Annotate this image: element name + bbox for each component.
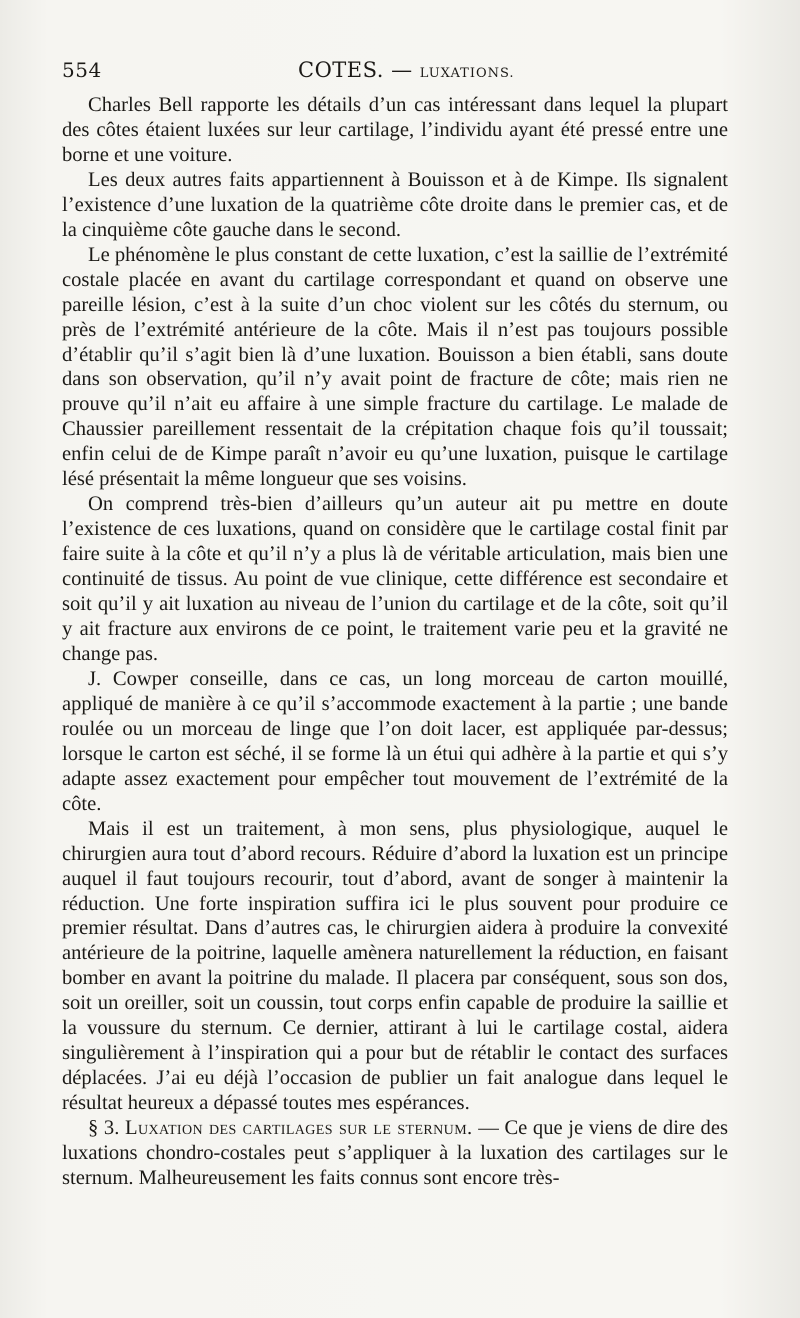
- section-text: Ce que je viens de dire des luxations chondro-costales peut s’appliquer à la luxation des cartilages sur le sternum. Malheureusement les faits connus sont encore très-: [62, 1117, 729, 1189]
- paragraph-traitement: Mais il est un traitement, à mon sens, plus physiologique, auquel le chirurgien aura tout d’abord recours. Réduire d’abord la luxation est un principe auquel il faut toujours recourir, tout d’abord, avant de songer à maintenir la réduction. Une forte inspiration suffira ici le plus souvent pour produire ce premier résultat. Dans d’autres cas, le chirurgien aidera à produire la convexité antérieure de la poitrine, laquelle amènera naturellement la réduction, en faisant bomber en avant la poitrine du malade. Il placera par conséquent, sous son dos, soit un oreiller, soit un coussin, tout corps enfin capable de produire la saillie et la voussure du sternum. Ce dernier, attirant à lui le cartilage costal, aidera singulièrement à l’inspiration qui a pour but de rétablir le contact des surfaces déplacées. J’ai eu déjà l’occasion de publier un fait analogue dans lequel le résultat heureux a dépassé toutes mes espérances.: [62, 817, 728, 1115]
- running-header: [62, 58, 728, 88]
- running-title-main: COTES.: [298, 58, 384, 82]
- section-marker: § 3.: [88, 1117, 120, 1140]
- paragraph-cowper: J. Cowper conseille, dans ce cas, un long morceau de carton mouillé, appliqué de manière à ce qu’il s’accommode exactement à la partie ; une bande roulée ou un morceau de linge que l’on doit lacer, est appliquée par-dessus; lorsque le carton est séché, il se forme là un étui qui adhère à la partie et qui s’y adapte assez exactement pour empêcher tout mouvement de l’extrémité de la côte.: [62, 667, 728, 815]
- running-title-separator: —: [383, 58, 420, 82]
- section-heading: Luxation des cartilages sur le sternum.: [125, 1117, 473, 1140]
- paragraph-phenomene: Le phénomène le plus constant de cette luxation, c’est la saillie de l’extrémité costale placée en avant du cartilage correspondant et quand on observe une pareille lésion, c’est à la suite d’un choc violent sur les côtés du sternum, ou près de l’extrémité antérieure de la côte. Mais il n’est pas toujours possible d’établir qu’il s’agit bien là d’une luxation. Bouisson a bien établi, sans doute dans son observation, qu’il n’y avait point de fracture de côte; mais rien ne prouve qu’il n’ait eu affaire à une simple fracture du cartilage. Le malade de Chaussier pareillement ressentait de la crépitation chaque fois qu’il toussait; enfin celui de de Kimpe paraît n’avoir eu qu’une luxation, puisque le cartilage lésé présentait la même longueur que ses voisins.: [62, 243, 728, 491]
- body-text: [62, 93, 728, 1191]
- running-title: [298, 58, 515, 82]
- section-paragraph: [62, 1116, 728, 1191]
- section-dash: —: [472, 1117, 505, 1140]
- paragraph-charles-bell: Charles Bell rapporte les détails d’un cas intéressant dans lequel la plupart des côtes étaient luxées sur leur cartilage, l’individu ayant été pressé entre une borne et une voiture.: [62, 94, 728, 166]
- page-number: 554: [62, 58, 102, 82]
- paragraph-doute: On comprend très-bien d’ailleurs qu’un auteur ait pu mettre en doute l’existence de ces luxations, quand on considère que le cartilage costal finit par faire suite à la côte et qu’il n’y a plus là de véritable articulation, mais bien une continuité de tissus. Au point de vue clinique, cette différence est secondaire et soit qu’il y ait luxation au niveau de l’union du cartilage et de la côte, soit qu’il y ait fracture aux environs de ce point, le traitement varie peu et la gravité ne change pas.: [62, 493, 728, 665]
- paragraph-bouisson-kimpe: Les deux autres faits appartiennent à Bouisson et à de Kimpe. Ils signalent l’existence d’une luxation de la quatrième côte droite dans le premier cas, et de la cinquième côte gauche dans le second.: [62, 168, 728, 241]
- running-title-subtitle: LUXATIONS.: [419, 66, 515, 81]
